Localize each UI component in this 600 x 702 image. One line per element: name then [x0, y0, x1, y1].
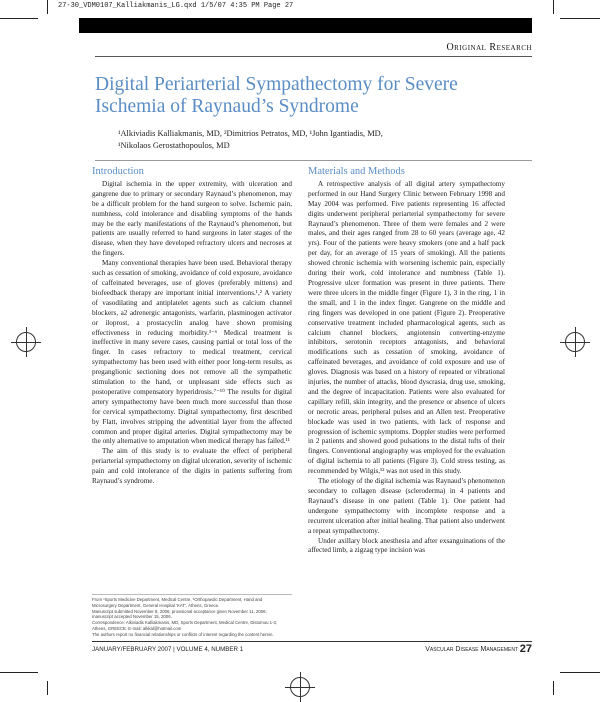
- intro-paragraph-2: Many conventional therapies have been used. Behavioral therapy such as cessation of smoking, avoidance of cold exposure, avoidance of caffeinated beverages, use of gloves (preferably mittens) and biofeedback therapy are important initial interventions.¹,² A variety of vasodilating and antiplatelet agents such as calcium channel blockers, a2 adrenergic antagonists, warfarin, plasminogen activator or iloprost, a prostacyclin analog have shown promising effectiveness in reducing morbidity.³⁻⁶ Medical treatment is ineffective in many severe cases, causing partial or total loss of the finger. In cases refractory to medical treatment, cervical sympathectomy has been used with either poor long-term results, as preganglionic sectioning does not remove all the sympathetic stimulation to the hand, or unpleasant side effects such as postoperative compensatory hyperidrosis.⁷⁻¹⁰ The results for digital artery sympathectomy have been much more successful than those for cervical sympathectomy. Digital sympathectomy, first described by Flatt, involves stripping the adventitial layer from the affected common and proper digital arteries. Digital sympathectomy may be the only alternative to amputation when medical therapy has failed.¹¹: [92, 259, 292, 446]
- footnotes: [92, 597, 282, 638]
- title-rule: [95, 160, 532, 161]
- section-rule: [95, 56, 532, 57]
- journal-name: Vascular Disease Management: [425, 646, 518, 653]
- crop-mark: [0, 18, 38, 19]
- author-list: [118, 128, 498, 152]
- crop-mark: [553, 681, 554, 695]
- issue-info: JANUARY/FEBRUARY 2007 | VOLUME 4, NUMBER 1: [92, 646, 244, 653]
- methods-column: [308, 167, 505, 556]
- crop-mark: [560, 18, 600, 19]
- crop-mark: [47, 0, 48, 14]
- footer-rule: [92, 641, 532, 642]
- intro-paragraph-1: Digital ischemia in the upper extremity, with ulceration and gangrene due to primary or secondary Raynaud’s phenomenon, may be a difficult problem for the hand surgeon to solve. Ischemic pain, numbness, cold intolerance and disabling symptoms of the hands may be the early manifestations of the Raynaud’s phenomenon, but patients are usually referred to hand surgeons in later stages of the disease, when they have developed refractory ulcers and necroses at the fingers.: [92, 179, 292, 258]
- footnote-disclosure: The authors report no financial relationships or conflicts of interest regarding the content herein.: [92, 631, 274, 637]
- page-number: 27: [519, 643, 532, 655]
- intro-paragraph-3: The aim of this study is to evaluate the effect of peripheral periarterial sympathectomy on digital ulceration, severity of ischemic pain and cold intolerance of the digits in patients suffering from Raynaud’s syndrome.: [92, 447, 292, 486]
- footnote-rule: [92, 594, 292, 595]
- section-label: Original Research: [446, 42, 532, 53]
- header-bar: [79, 18, 532, 33]
- registration-mark: [290, 677, 310, 697]
- crop-mark: [0, 672, 38, 673]
- crop-mark: [553, 0, 554, 14]
- registration-mark: [16, 332, 36, 352]
- footnote-manuscript-dates: Manuscript submitted November 8, 2006; provisional acceptance given November 11, 2006; manuscript accepted November 15, 2006.: [92, 608, 267, 620]
- methods-paragraph-1: A retrospective analysis of all digital artery sympathectomy performed in our Hand Surgery Clinic between February 1998 and May 2004 was performed. Five patients representing 16 affected digits underwent peripheral periarterial sympathectomy for severe Raynaud’s phenomenon. Three of them were females and 2 were males, and their ages ranged from 28 to 60 years (average age, 42 yrs). Four of the patients were heavy smokers (one and a half pack per day, for an average of 15 years of smoking). All the patients showed chronic ischemia with worsening ischemic pain, especially during their work, cold intolerance and numbness (Table 1). Progressive ulcer formation was present in three patients. There were three ulcers in the middle finger (Figure 1), 3 in the ring, 1 in the small, and 1 in the index finger. Gangrene on the middle and ring fingers was developed in one patient (Figure 2). Preoperative conservative treatment included pharmacological agents, such as calcium channel blockers, angiotensin converting-enzyme inhibitors, serotonin receptors antagonists, and behavioral modifications such as cessation of smoking, avoidance of caffeinated beverages, and avoidance of cold exposure and use of gloves. Diagnosis was based on a history of repeated or vibrational injuries, the number of attacks, blood dyscrasia, drug use, smoking, and the degree of incapacitation. Patients were also evaluated for capillary refill, skin integrity, and the presence or absence of ulcers or necrotic areas, peripheral pulses and an Allen test. Preoperative blockade was used in two patients, with lack of response and progression of ischemic symptoms. Doppler studies were performed in 2 patients and showed good pulsations to the distal tufts of their fingers. Conventional angiography was employed for the evaluation of digital ischemia to all patients (Figure 3). Cold stress testing, as recommended by Wilgis,¹² was not used in this study.: [308, 179, 505, 476]
- footnote-correspondence: Correspondence: Alkiviadis Kalliakmanis, MD, Sports Department, Medical Centre, Distomou 1-3, Athens, GREECE. E-mail: alkkal@hotmail.com: [92, 620, 278, 631]
- intro-heading: Introduction: [92, 166, 144, 177]
- methods-paragraph-2: The etiology of the digital ischemia was Raynaud’s phenomenon secondary to collagen disease (scleroderma) in 4 patients and Raynaud’s disease in one patient (Table 1). One patient had undergone sympathectomy with incomplete response and a recurrent ulceration after initial healing. That patient also underwent a repeat sympathectomy.: [308, 477, 505, 535]
- author-line-1: ¹Alkiviadis Kalliakmanis, MD, ²Dimitrios Petratos, MD, ¹John Igantiadis, MD,: [118, 129, 383, 138]
- crop-mark: [560, 672, 600, 673]
- crop-mark: [47, 681, 48, 695]
- registration-mark: [565, 332, 585, 352]
- author-line-2: ¹Nikolaos Gerostathopoulos, MD: [118, 141, 230, 150]
- intro-column: [92, 167, 292, 487]
- footnote-affiliation: From ¹Sports Medicine Department, Medical Centre, ²Orthopaedic Department, Hand and Microsurgery Department, General Hospital ‘KAT’, Athens, Greece.: [92, 597, 263, 608]
- article-title: Digital Periarterial Sympathectomy for Severe Ischemia of Raynaud’s Syndrome: [95, 74, 458, 117]
- methods-heading: Materials and Methods: [308, 166, 405, 177]
- methods-paragraph-3: Under axillary block anesthesia and after exsanguinations of the affected limb, a zigzag type incision was: [308, 536, 505, 555]
- file-slug: 27-30_VDM0107_Kalliakmanis_LG.qxd 1/5/07 4:35 PM Page 27: [58, 2, 294, 10]
